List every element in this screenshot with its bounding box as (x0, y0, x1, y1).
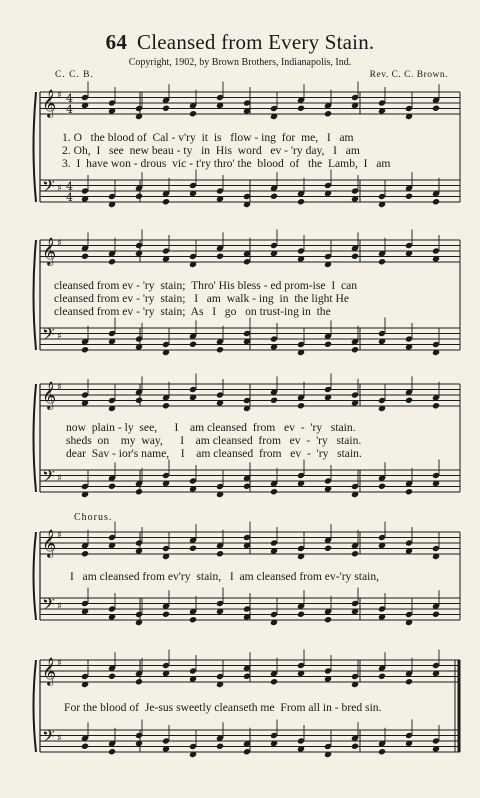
note-head (351, 743, 359, 750)
music-credit: Rev. C. C. Brown. (369, 70, 448, 80)
key-signature: ♯ (57, 183, 62, 194)
note-head (216, 550, 224, 557)
note-head (270, 488, 278, 495)
time-signature: 4 (66, 191, 73, 204)
chorus-label: Chorus. (74, 512, 113, 523)
brace (34, 240, 37, 350)
note-head (135, 488, 143, 495)
brace (34, 92, 37, 202)
note-head (324, 110, 332, 117)
note-head (378, 748, 386, 755)
note-head (189, 341, 197, 348)
treble-clef: 𝄞 (42, 657, 57, 685)
note-head (270, 397, 278, 404)
note-head (135, 397, 143, 404)
note-head (324, 545, 332, 552)
note-head (81, 253, 89, 260)
bass-clef: 𝄢 (42, 594, 55, 618)
lyric-line: sheds on my way, I am cleansed from ev - 'ry stain. (66, 434, 362, 447)
note-head (162, 611, 170, 618)
brace (34, 384, 37, 492)
note-head (351, 550, 359, 557)
lyric-line: For the blood of Je-sus sweetly cleanseth me From all in - bred sin. (64, 701, 382, 714)
note-head (135, 678, 143, 685)
note-head (351, 346, 359, 353)
lyric-line: 3. I have won - drous vic - t'ry thro' the blood of the Lamb, I am (62, 157, 391, 170)
bass-clef: 𝄢 (42, 176, 55, 200)
note-head (162, 105, 170, 112)
note-head (216, 346, 224, 353)
lyric-line: cleansed from ev - 'ry stain; As I go on trust-ing in the (54, 305, 331, 318)
note-head (81, 743, 89, 750)
note-head (108, 258, 116, 265)
words-credit: C. C. B. (55, 70, 94, 80)
lyric-line: 2. Oh, I see new beau - ty in His word ev - 'ry day, I am (62, 144, 360, 157)
note-head (297, 402, 305, 409)
note-head (189, 545, 197, 552)
note-head (432, 402, 440, 409)
note-head (270, 193, 278, 200)
note-head (405, 678, 413, 685)
treble-clef: 𝄞 (42, 237, 57, 265)
key-signature: ♯ (57, 601, 62, 612)
time-signature: 4 (66, 180, 73, 193)
note-head (270, 678, 278, 685)
note-head (216, 743, 224, 750)
note-head (432, 105, 440, 112)
lyric-line: now plain - ly see, I am cleansed from ev - 'ry stain. (66, 421, 356, 434)
note-head (108, 748, 116, 755)
note-head (432, 611, 440, 618)
treble-clef: 𝄞 (42, 89, 57, 117)
note-head (378, 483, 386, 490)
lyric-line: dear Sav - ior's name, I am cleansed from ev - 'ry stain. (66, 447, 362, 460)
note-head (108, 673, 116, 680)
note-head (324, 341, 332, 348)
copyright-notice: Copyright, 1902, by Brown Brothers, Indianapolis, Ind. (128, 57, 352, 68)
time-signature: 4 (66, 92, 73, 105)
time-signature: 4 (66, 103, 73, 116)
note-head (378, 258, 386, 265)
note-head (108, 483, 116, 490)
note-head (162, 198, 170, 205)
note-head (432, 198, 440, 205)
lyric-line: cleansed from ev - 'ry stain; Thro' His bless - ed prom-ise I can (54, 279, 358, 292)
note-head (189, 110, 197, 117)
note-head (324, 616, 332, 623)
note-head (297, 198, 305, 205)
note-head (297, 611, 305, 618)
note-head (81, 346, 89, 353)
key-signature: ♯ (57, 658, 62, 669)
hymn-title: Cleansed from Every Stain. (137, 30, 375, 54)
treble-clef: 𝄞 (42, 381, 57, 409)
key-signature: ♯ (57, 530, 62, 541)
note-head (351, 253, 359, 260)
key-signature: ♯ (57, 331, 62, 342)
brace (34, 660, 37, 752)
note-head (297, 105, 305, 112)
note-head (405, 397, 413, 404)
key-signature: ♯ (57, 90, 62, 101)
bass-clef: 𝄢 (42, 726, 55, 750)
key-signature: ♯ (57, 382, 62, 393)
note-head (405, 193, 413, 200)
note-head (378, 673, 386, 680)
bass-clef: 𝄢 (42, 324, 55, 348)
lyric-line: cleansed from ev - 'ry stain; I am walk - ing in the light He (54, 292, 350, 305)
note-head (81, 550, 89, 557)
note-head (189, 616, 197, 623)
note-head (405, 488, 413, 495)
brace (34, 532, 37, 620)
key-signature: ♯ (57, 238, 62, 249)
lyric-line: 1. O the blood of Cal - v'ry it is flow - ing for me, I am (62, 131, 354, 144)
note-head (135, 193, 143, 200)
treble-clef: 𝄞 (42, 529, 57, 557)
key-signature: ♯ (57, 473, 62, 484)
bass-clef: 𝄢 (42, 466, 55, 490)
note-head (162, 402, 170, 409)
note-head (216, 253, 224, 260)
lyric-line: I am cleansed from ev'ry stain, I am cleansed from ev-'ry stain, (70, 570, 380, 583)
key-signature: ♯ (57, 733, 62, 744)
hymn-number: 64 (105, 30, 128, 54)
